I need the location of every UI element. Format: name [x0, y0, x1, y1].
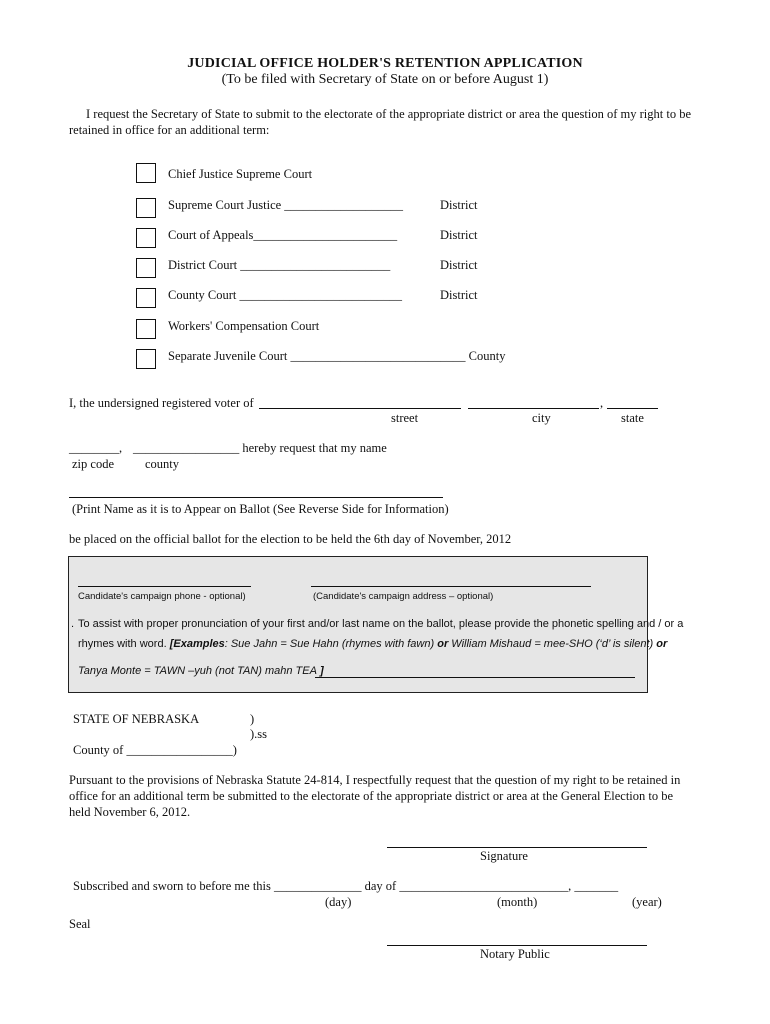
street-field[interactable] — [259, 408, 461, 409]
pursuant-line-2: office for an additional term be submitted to the electorate of the appropriate district or area at the General Election to be — [69, 789, 674, 803]
campaign-address-field[interactable] — [311, 586, 591, 587]
pronunciation-examples — [78, 638, 667, 650]
office-label-county-court: County Court __________________________ — [168, 288, 403, 302]
campaign-phone-caption: Candidate's campaign phone - optional) — [78, 591, 246, 602]
district-label: District — [440, 288, 478, 302]
office-label-separate-juvenile-court: Separate Juvenile Court ____________________________ County — [168, 349, 506, 363]
street-caption: street — [391, 411, 419, 425]
print-name-field[interactable] — [69, 497, 443, 498]
notary-signature-field[interactable] — [387, 945, 647, 946]
zip-caption: zip code — [72, 457, 114, 471]
examples-label: [Examples — [169, 638, 225, 650]
county-field[interactable]: _________________ hereby request that my name — [133, 441, 387, 455]
phonetic-spelling-field[interactable] — [315, 677, 635, 678]
examples-lead: rhymes with word. — [78, 638, 167, 650]
office-label-district-court: District Court ________________________ — [168, 258, 391, 272]
day-caption: (day) — [325, 895, 352, 909]
venue-county[interactable]: County of _________________) — [73, 743, 237, 757]
print-name-caption: (Print Name as it is to Appear on Ballot (See Reverse Side for Information) — [72, 502, 449, 516]
district-label: District — [440, 198, 478, 212]
zip-field[interactable]: ________, — [69, 441, 123, 455]
campaign-info-box — [68, 556, 684, 693]
examples-close-bracket: ] — [320, 665, 324, 677]
campaign-address-caption: (Candidate's campaign address – optional) — [313, 591, 494, 602]
campaign-phone-field[interactable] — [78, 586, 251, 587]
sworn-statement[interactable]: Subscribed and sworn to before me this ______________ day of ___________________________, _______ — [73, 879, 619, 893]
example-1: : Sue Jahn = Sue Hahn (rhymes with fawn) — [224, 638, 435, 650]
or-1: or — [437, 638, 449, 650]
intro-line-2: retained in office for an additional term: — [69, 123, 270, 137]
checkbox-separate-juvenile-court[interactable] — [136, 349, 156, 369]
checkbox-supreme-court-justice[interactable] — [136, 198, 156, 218]
notary-caption: Notary Public — [480, 947, 550, 961]
pursuant-line-3: held November 6, 2012. — [69, 805, 191, 819]
state-caption: state — [621, 411, 644, 425]
city-caption: city — [532, 411, 551, 425]
form-subtitle: (To be filed with Secretary of State on or before August 1) — [221, 72, 549, 87]
county-caption: county — [145, 457, 180, 471]
district-label: District — [440, 258, 478, 272]
office-label-chief-justice: Chief Justice Supreme Court — [168, 167, 313, 181]
checkbox-chief-justice[interactable] — [136, 163, 156, 183]
pronunciation-example-3 — [78, 665, 324, 677]
form-title: JUDICIAL OFFICE HOLDER'S RETENTION APPLICATION — [187, 56, 583, 71]
venue-state: STATE OF NEBRASKA — [73, 712, 200, 726]
voter-prefix: I, the undersigned registered voter of — [69, 396, 254, 410]
example-3: Tanya Monte = TAWN –yuh (not TAN) mahn TEA — [78, 665, 317, 677]
district-label: District — [440, 228, 478, 242]
ballot-text: be placed on the official ballot for the election to be held the 6th day of November, 2012 — [69, 532, 512, 546]
office-label-supreme-court-justice: Supreme Court Justice ___________________ — [168, 198, 404, 212]
example-2: William Mishaud = mee-SHO (‘d’ is silent) — [451, 638, 654, 650]
checkbox-court-of-appeals[interactable] — [136, 228, 156, 248]
pronunciation-instructions: To assist with proper pronunciation of your first and/or last name on the ballot, please provide the phonetic spelling and / or a — [78, 618, 684, 630]
checkbox-county-court[interactable] — [136, 288, 156, 308]
venue-ss: ).ss — [250, 727, 268, 741]
checkbox-district-court[interactable] — [136, 258, 156, 278]
checkbox-workers-compensation[interactable] — [136, 319, 156, 339]
address-comma: , — [600, 396, 604, 410]
signature-caption: Signature — [480, 849, 528, 863]
office-label-court-of-appeals: Court of Appeals_______________________ — [168, 228, 398, 242]
office-label-workers-compensation: Workers' Compensation Court — [168, 319, 320, 333]
month-caption: (month) — [497, 895, 538, 909]
state-field[interactable] — [607, 408, 658, 409]
signature-field[interactable] — [387, 847, 647, 848]
city-field[interactable] — [468, 408, 599, 409]
pursuant-line-1: Pursuant to the provisions of Nebraska Statute 24-814, I respectfully request that the question of my right to be retained in — [69, 773, 681, 787]
or-2: or — [656, 638, 668, 650]
intro-line-1: I request the Secretary of State to submit to the electorate of the appropriate district or area the question of my right to be — [86, 107, 692, 121]
seal-label: Seal — [69, 917, 91, 931]
venue-paren: ) — [250, 712, 255, 726]
year-caption: (year) — [632, 895, 662, 909]
bullet-dot: . — [71, 618, 75, 630]
